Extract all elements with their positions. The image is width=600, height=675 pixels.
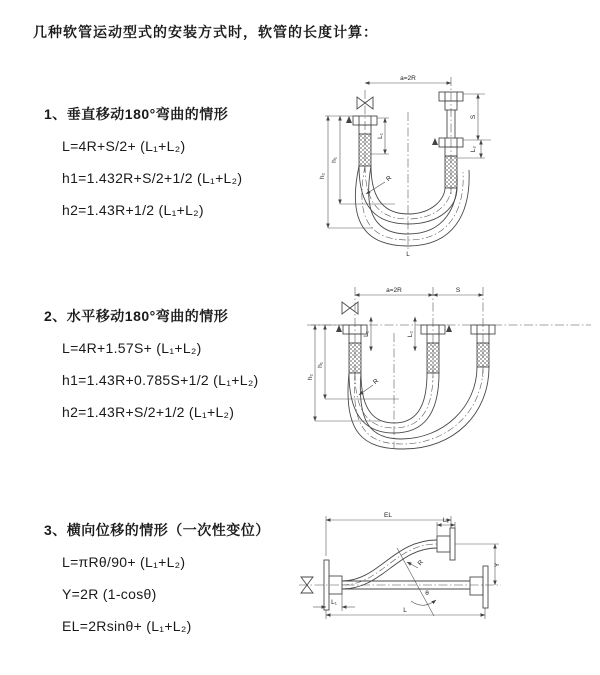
dim-label-a2r: a=2R: [386, 287, 402, 294]
dim-label-h1: h₁: [331, 157, 338, 163]
formula-line: h1=1.43R+0.785S+1/2 (L₁+L₂): [62, 372, 259, 388]
formula-line: L=4R+1.57S+ (L₁+L₂): [62, 340, 202, 356]
dim-label-a2r: a=2R: [400, 75, 416, 82]
dim-label-h2: h₂: [319, 172, 326, 180]
section-1-formulas: [62, 130, 242, 226]
braided-hose-section: [349, 343, 361, 373]
section-1-heading: 1、垂直移动180°弯曲的情形: [44, 106, 229, 122]
dimension-lines: [313, 516, 499, 619]
formula-line: Y=2R (1-cosθ): [62, 586, 157, 602]
formula-line: h1=1.432R+S/2+1/2 (L₁+L₂): [62, 170, 243, 186]
dim-label-y: Y: [494, 562, 501, 568]
dim-label-s: S: [470, 114, 477, 120]
dimension-lines: [311, 295, 483, 421]
diagram-lateral-displacement: [293, 498, 600, 654]
braided-hose-section: [359, 134, 371, 166]
section-3: [44, 520, 270, 642]
dimension-labels: [331, 512, 501, 614]
dim-label-l: L: [403, 607, 407, 614]
dim-label-l1: L₁: [331, 599, 337, 606]
dim-label-l2: L₂: [442, 517, 450, 524]
hose-assembly-drawing: [353, 77, 469, 251]
formula-line: h2=1.43R+S/2+1/2 (L₁+L₂): [62, 404, 235, 420]
radius-label: R: [371, 377, 381, 387]
dim-label-el: EL: [384, 512, 392, 519]
dim-label-l2: L₂: [470, 145, 477, 153]
dim-label-s: S: [455, 287, 461, 294]
diagram-horizontal-180-bend: [303, 281, 595, 457]
braided-hose-section: [427, 343, 439, 373]
formula-line: L=πRθ/90+ (L₁+L₂): [62, 554, 186, 570]
braided-hose-section: [445, 156, 457, 188]
page-title: 几种软管运动型式的安装方式时，软管的长度计算：: [33, 24, 378, 40]
formula-line: L=4R+S/2+ (L₁+L₂): [62, 138, 186, 154]
hose-assembly-drawing: [299, 528, 501, 610]
radius-label: R: [384, 174, 394, 184]
section-1: [44, 104, 242, 226]
formula-line: EL=2Rsinθ+ (L₁+L₂): [62, 618, 192, 634]
section-2: [44, 306, 259, 428]
valve-icon: [342, 302, 358, 314]
diagram-vertical-180-bend: [303, 66, 583, 258]
angle-label: θ: [425, 590, 429, 597]
hose-assembly-drawing: [307, 287, 591, 449]
dim-label-l1: L₁: [363, 331, 370, 337]
length-label: L: [406, 251, 410, 258]
section-2-formulas: [62, 332, 259, 428]
radius-label: R: [416, 558, 426, 568]
dim-label-l1: L₁: [377, 133, 384, 139]
section-3-heading: 3、横向位移的情形（一次性变位）: [44, 522, 270, 538]
reference-arrows: [336, 325, 452, 332]
dim-label-l2: L₂: [407, 330, 414, 338]
dim-label-h2: h₂: [307, 373, 314, 381]
braided-hose-section: [477, 343, 489, 367]
formula-line: h2=1.43R+1/2 (L₁+L₂): [62, 202, 204, 218]
section-3-formulas: [62, 546, 270, 642]
section-2-heading: 2、水平移动180°弯曲的情形: [44, 308, 229, 324]
dim-label-h1: h₁: [317, 362, 324, 368]
